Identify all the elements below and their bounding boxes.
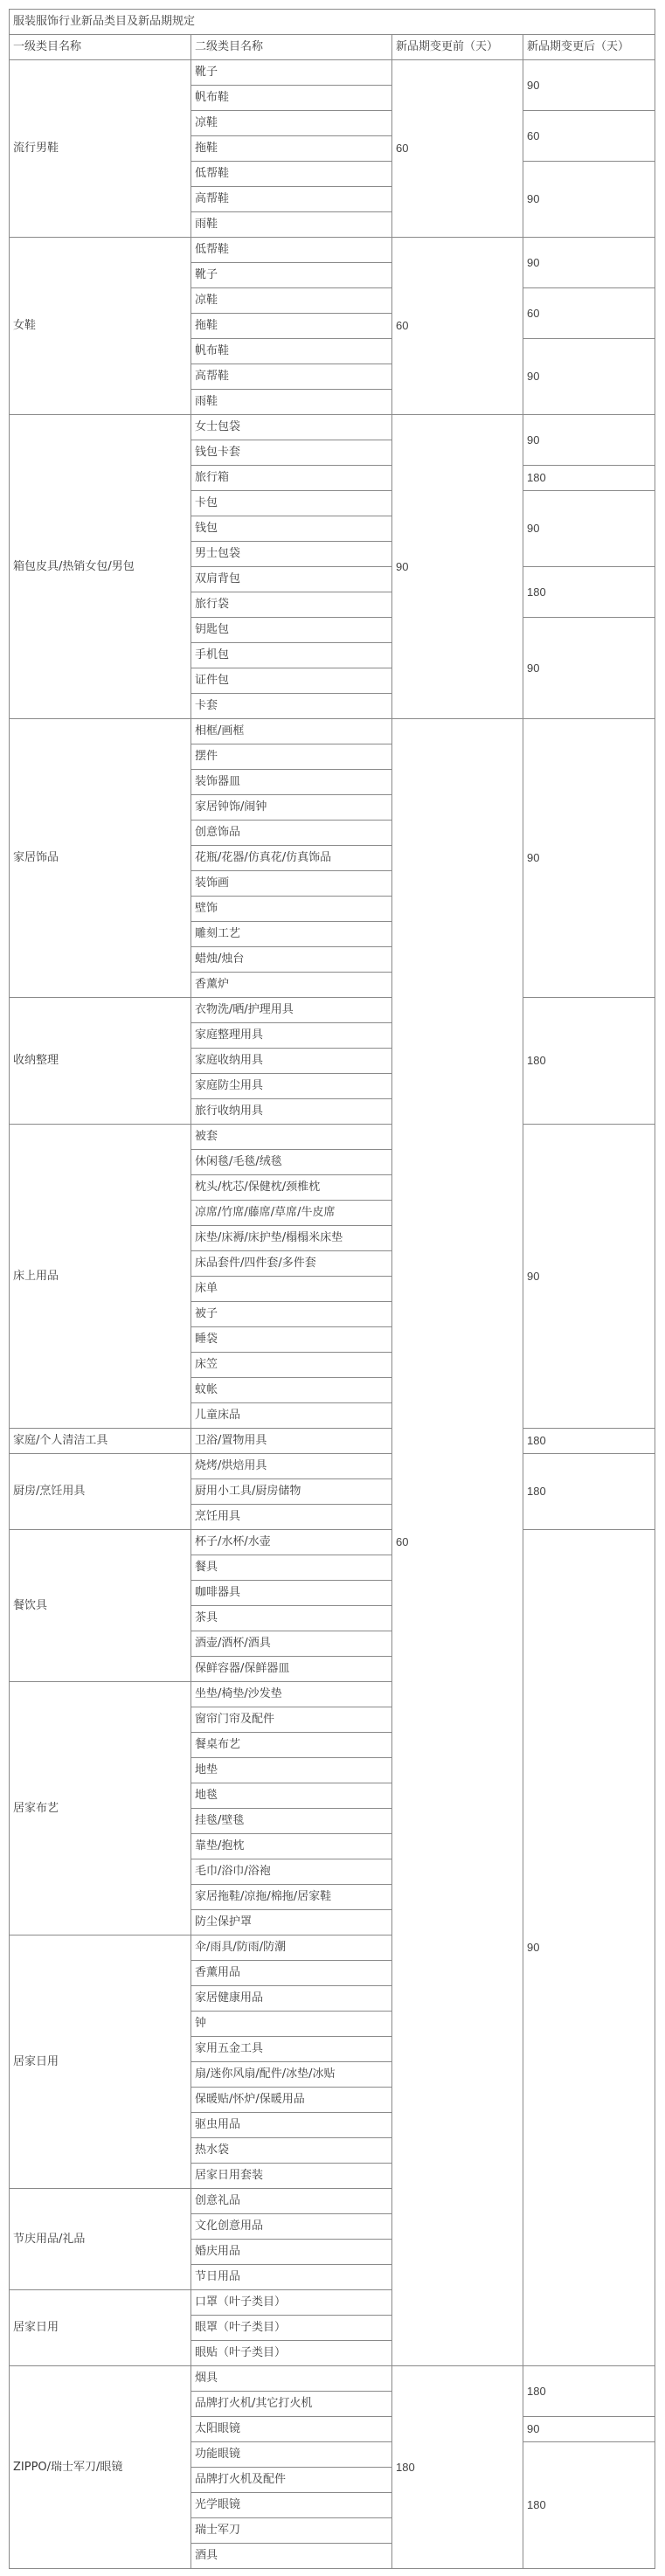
level2-category-cell: 钱包卡套 bbox=[191, 440, 392, 466]
level2-category-cell: 防尘保护罩 bbox=[191, 1910, 392, 1935]
period-after-cell: 90 bbox=[523, 339, 655, 415]
period-after-cell: 90 bbox=[523, 491, 655, 567]
level2-category-cell: 餐具 bbox=[191, 1555, 392, 1581]
level2-category-cell: 装饰画 bbox=[191, 871, 392, 897]
period-after-cell: 90 bbox=[523, 1530, 655, 2366]
level2-category-cell: 帆布鞋 bbox=[191, 339, 392, 364]
level2-category-cell: 家居钟饰/闹钟 bbox=[191, 795, 392, 821]
level1-category-cell: 餐饮具 bbox=[10, 1530, 191, 1682]
level2-category-cell: 眼罩（叶子类目） bbox=[191, 2316, 392, 2341]
level2-category-cell: 钟 bbox=[191, 2012, 392, 2037]
level2-category-cell: 凉席/竹席/藤席/草席/牛皮席 bbox=[191, 1201, 392, 1226]
level2-category-cell: 茶具 bbox=[191, 1606, 392, 1631]
level2-category-cell: 女士包袋 bbox=[191, 415, 392, 440]
level2-category-cell: 钱包 bbox=[191, 516, 392, 542]
table-row bbox=[10, 719, 655, 744]
level2-category-cell: 功能眼镜 bbox=[191, 2442, 392, 2468]
table-row bbox=[10, 1125, 655, 1150]
level2-category-cell: 居家日用套装 bbox=[191, 2164, 392, 2189]
period-before-cell: 60 bbox=[392, 719, 523, 2366]
level2-category-cell: 杯子/水杯/水壶 bbox=[191, 1530, 392, 1555]
level2-category-cell: 厨用小工具/厨房储物 bbox=[191, 1479, 392, 1505]
level2-category-cell: 眼贴（叶子类目） bbox=[191, 2341, 392, 2366]
level2-category-cell: 瑞士军刀 bbox=[191, 2518, 392, 2544]
level2-category-cell: 窗帘门帘及配件 bbox=[191, 1707, 392, 1733]
level1-category-cell: 床上用品 bbox=[10, 1125, 191, 1429]
level2-category-cell: 太阳眼镜 bbox=[191, 2417, 392, 2442]
level2-category-cell: 烧烤/烘焙用具 bbox=[191, 1454, 392, 1479]
level1-category-cell: 居家日用 bbox=[10, 2290, 191, 2366]
level2-category-cell: 旅行收纳用具 bbox=[191, 1099, 392, 1125]
level2-category-cell: 雨鞋 bbox=[191, 390, 392, 415]
level2-category-cell: 雨鞋 bbox=[191, 212, 392, 238]
level2-category-cell: 蜡烛/烛台 bbox=[191, 947, 392, 973]
level1-category-cell: 居家布艺 bbox=[10, 1682, 191, 1935]
level2-category-cell: 香薰炉 bbox=[191, 973, 392, 998]
period-after-cell: 60 bbox=[523, 288, 655, 339]
level1-category-cell: 厨房/烹饪用具 bbox=[10, 1454, 191, 1530]
period-after-cell: 90 bbox=[523, 2417, 655, 2442]
header-period-after: 新品期变更后（天） bbox=[523, 35, 655, 60]
level1-category-cell: ZIPPO/瑞士军刀/眼镜 bbox=[10, 2366, 191, 2569]
level2-category-cell: 手机包 bbox=[191, 643, 392, 668]
title-row bbox=[10, 10, 655, 35]
level2-category-cell: 创意礼品 bbox=[191, 2189, 392, 2214]
level2-category-cell: 家居健康用品 bbox=[191, 1986, 392, 2012]
level2-category-cell: 枕头/枕芯/保健枕/颈椎枕 bbox=[191, 1175, 392, 1201]
table-row bbox=[10, 2366, 655, 2392]
level2-category-cell: 卡包 bbox=[191, 491, 392, 516]
level2-category-cell: 卡套 bbox=[191, 694, 392, 719]
period-after-cell: 180 bbox=[523, 2442, 655, 2569]
level2-category-cell: 蚊帐 bbox=[191, 1378, 392, 1403]
period-before-cell: 180 bbox=[392, 2366, 523, 2569]
level2-category-cell: 扇/迷你风扇/配件/冰垫/冰贴 bbox=[191, 2062, 392, 2088]
header-level1-category: 一级类目名称 bbox=[10, 35, 191, 60]
level2-category-cell: 文化创意用品 bbox=[191, 2214, 392, 2240]
level2-category-cell: 相框/画框 bbox=[191, 719, 392, 744]
level1-category-cell: 居家日用 bbox=[10, 1935, 191, 2189]
level2-category-cell: 毛巾/浴巾/浴袍 bbox=[191, 1859, 392, 1885]
period-after-cell: 90 bbox=[523, 618, 655, 719]
level2-category-cell: 靴子 bbox=[191, 263, 392, 288]
level2-category-cell: 衣物洗/晒/护理用具 bbox=[191, 998, 392, 1023]
period-after-cell: 180 bbox=[523, 466, 655, 491]
table-row bbox=[10, 238, 655, 263]
level2-category-cell: 壁饰 bbox=[191, 897, 392, 922]
level2-category-cell: 摆件 bbox=[191, 744, 392, 770]
period-after-cell: 180 bbox=[523, 998, 655, 1125]
header-row bbox=[10, 35, 655, 60]
level2-category-cell: 地毯 bbox=[191, 1783, 392, 1809]
level2-category-cell: 双肩背包 bbox=[191, 567, 392, 592]
level2-category-cell: 钥匙包 bbox=[191, 618, 392, 643]
level2-category-cell: 热水袋 bbox=[191, 2138, 392, 2164]
period-after-cell: 90 bbox=[523, 1125, 655, 1429]
level2-category-cell: 休闲毯/毛毯/绒毯 bbox=[191, 1150, 392, 1175]
period-before-cell: 60 bbox=[392, 238, 523, 415]
level2-category-cell: 靴子 bbox=[191, 60, 392, 86]
period-after-cell: 90 bbox=[523, 238, 655, 288]
level2-category-cell: 酒壶/酒杯/酒具 bbox=[191, 1631, 392, 1657]
level2-category-cell: 香薰用品 bbox=[191, 1961, 392, 1986]
level2-category-cell: 地垫 bbox=[191, 1758, 392, 1783]
level2-category-cell: 凉鞋 bbox=[191, 288, 392, 314]
level2-category-cell: 低帮鞋 bbox=[191, 238, 392, 263]
level2-category-cell: 伞/雨具/防雨/防潮 bbox=[191, 1935, 392, 1961]
level2-category-cell: 床品套件/四件套/多件套 bbox=[191, 1251, 392, 1277]
level2-category-cell: 床垫/床褥/床护垫/榻榻米床垫 bbox=[191, 1226, 392, 1251]
period-after-cell: 90 bbox=[523, 162, 655, 238]
level1-category-cell: 流行男鞋 bbox=[10, 60, 191, 238]
level1-category-cell: 收纳整理 bbox=[10, 998, 191, 1125]
level2-category-cell: 保暖贴/怀炉/保暖用品 bbox=[191, 2088, 392, 2113]
level2-category-cell: 拖鞋 bbox=[191, 136, 392, 162]
level2-category-cell: 保鲜容器/保鲜器皿 bbox=[191, 1657, 392, 1682]
period-after-cell: 90 bbox=[523, 415, 655, 466]
level2-category-cell: 装饰器皿 bbox=[191, 770, 392, 795]
level2-category-cell: 儿童床品 bbox=[191, 1403, 392, 1429]
level2-category-cell: 节日用品 bbox=[191, 2265, 392, 2290]
period-after-cell: 90 bbox=[523, 719, 655, 998]
level2-category-cell: 被子 bbox=[191, 1302, 392, 1327]
level2-category-cell: 床笠 bbox=[191, 1353, 392, 1378]
level2-category-cell: 挂毯/壁毯 bbox=[191, 1809, 392, 1834]
level1-category-cell: 家庭/个人清洁工具 bbox=[10, 1429, 191, 1454]
table-row bbox=[10, 1530, 655, 1555]
level2-category-cell: 餐桌布艺 bbox=[191, 1733, 392, 1758]
level2-category-cell: 睡袋 bbox=[191, 1327, 392, 1353]
period-before-cell: 90 bbox=[392, 415, 523, 719]
level2-category-cell: 床单 bbox=[191, 1277, 392, 1302]
period-after-cell: 180 bbox=[523, 1454, 655, 1530]
level2-category-cell: 高帮鞋 bbox=[191, 187, 392, 212]
level2-category-cell: 帆布鞋 bbox=[191, 86, 392, 111]
level2-category-cell: 旅行袋 bbox=[191, 592, 392, 618]
level2-category-cell: 烟具 bbox=[191, 2366, 392, 2392]
level1-category-cell: 家居饰品 bbox=[10, 719, 191, 998]
period-before-cell: 60 bbox=[392, 60, 523, 238]
table-body bbox=[10, 10, 655, 2569]
table-row bbox=[10, 998, 655, 1023]
level2-category-cell: 被套 bbox=[191, 1125, 392, 1150]
period-after-cell: 60 bbox=[523, 111, 655, 162]
level2-category-cell: 家庭整理用具 bbox=[191, 1023, 392, 1049]
level2-category-cell: 拖鞋 bbox=[191, 314, 392, 339]
period-after-cell: 90 bbox=[523, 60, 655, 111]
table-title: 服装服饰行业新品类目及新品期规定 bbox=[10, 10, 655, 35]
level2-category-cell: 高帮鞋 bbox=[191, 364, 392, 390]
level1-category-cell: 箱包皮具/热销女包/男包 bbox=[10, 415, 191, 719]
level2-category-cell: 酒具 bbox=[191, 2544, 392, 2569]
level2-category-cell: 家庭防尘用具 bbox=[191, 1074, 392, 1099]
level2-category-cell: 雕刻工艺 bbox=[191, 922, 392, 947]
level2-category-cell: 家用五金工具 bbox=[191, 2037, 392, 2062]
level2-category-cell: 卫浴/置物用具 bbox=[191, 1429, 392, 1454]
header-period-before: 新品期变更前（天） bbox=[392, 35, 523, 60]
level2-category-cell: 品牌打火机及配件 bbox=[191, 2468, 392, 2493]
level1-category-cell: 女鞋 bbox=[10, 238, 191, 415]
level2-category-cell: 家庭收纳用具 bbox=[191, 1049, 392, 1074]
table-row bbox=[10, 60, 655, 86]
level2-category-cell: 烹饪用具 bbox=[191, 1505, 392, 1530]
level2-category-cell: 证件包 bbox=[191, 668, 392, 694]
level2-category-cell: 光学眼镜 bbox=[191, 2493, 392, 2518]
level2-category-cell: 咖啡器具 bbox=[191, 1581, 392, 1606]
level2-category-cell: 婚庆用品 bbox=[191, 2240, 392, 2265]
level2-category-cell: 低帮鞋 bbox=[191, 162, 392, 187]
period-after-cell: 180 bbox=[523, 567, 655, 618]
level2-category-cell: 品牌打火机/其它打火机 bbox=[191, 2392, 392, 2417]
header-level2-category: 二级类目名称 bbox=[191, 35, 392, 60]
period-after-cell: 180 bbox=[523, 2366, 655, 2417]
level2-category-cell: 创意饰品 bbox=[191, 821, 392, 846]
table-row bbox=[10, 415, 655, 440]
level2-category-cell: 靠垫/抱枕 bbox=[191, 1834, 392, 1859]
level2-category-cell: 驱虫用品 bbox=[191, 2113, 392, 2138]
table-row bbox=[10, 1429, 655, 1454]
table-row bbox=[10, 1454, 655, 1479]
level2-category-cell: 家居拖鞋/凉拖/棉拖/居家鞋 bbox=[191, 1885, 392, 1910]
level2-category-cell: 花瓶/花器/仿真花/仿真饰品 bbox=[191, 846, 392, 871]
level2-category-cell: 旅行箱 bbox=[191, 466, 392, 491]
level2-category-cell: 凉鞋 bbox=[191, 111, 392, 136]
level2-category-cell: 男士包袋 bbox=[191, 542, 392, 567]
new-product-period-table bbox=[9, 9, 655, 2569]
period-after-cell: 180 bbox=[523, 1429, 655, 1454]
level2-category-cell: 口罩（叶子类目） bbox=[191, 2290, 392, 2316]
level2-category-cell: 坐垫/椅垫/沙发垫 bbox=[191, 1682, 392, 1707]
level1-category-cell: 节庆用品/礼品 bbox=[10, 2189, 191, 2290]
